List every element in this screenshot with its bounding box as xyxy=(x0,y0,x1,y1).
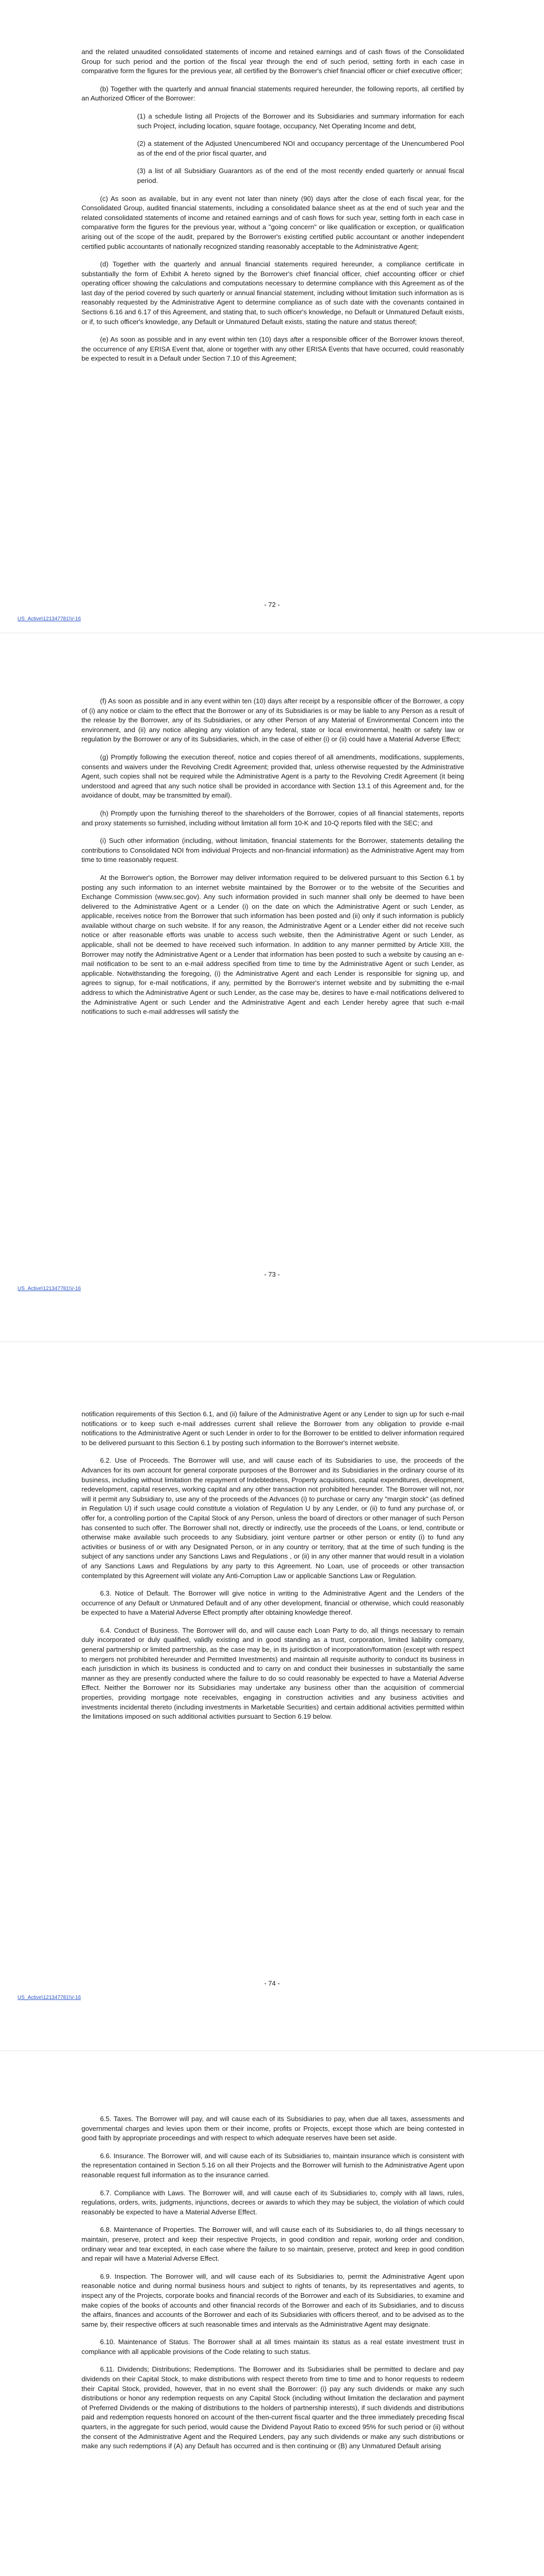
paragraph: 6.11. Dividends; Distributions; Redemptions. The Borrower and its Subsidiaries shall be permitted to declare and pay dividends on their Capital Stock, to make distributions with respect thereto from time to time and to honor requests to redeem their Capital Stock, provided, however, that in no event shall the Borrower: (i) pay any such dividends or make any such distributions or honor any redemption requests on any Capital Stock (including without limitation the declaration and payment of Preferred Dividends or the making of distributions to the holders of partnership interests), if such dividends and distributions paid and redemption requests honored on account of the then-current fiscal quarter and the three immediately preceding fiscal quarters, in the aggregate for such period, would cause the Dividend Payout Ratio to exceed 95% for such period or (ii) without the consent of the Administrative Agent and the Required Lenders, pay any such dividends or make any such distributions or make any such redemptions if (A) any Default has occurred and is then continuing or (B) any Unmatured Default arising xyxy=(81,2365,464,2450)
page-72-body xyxy=(81,47,464,372)
page-number: - 73 - xyxy=(264,1270,280,1278)
paragraph: At the Borrower's option, the Borrower may deliver information required to be delivered pursuant to this Section 6.1 by posting any such information to an internet website maintained by the Borrower or to the website of the Securities and Exchange Commission (www.sec.gov). Any such information provided in such manner shall only be deemed to have been delivered to the Administrative Agent or a Lender (i) on the date on which the Administrative Agent or such Lender, as applicable, receives notice from the Borrower that such information has been posted and (ii) only if such information is publicly available without charge on such website. If for any reason, the Administrative Agent or a Lender either did not receive such notice or after reasonable efforts was unable to access such website, then the Administrative Agent or such Lender, as applicable, shall not be deemed to have received such information. In addition to any manner permitted by Article XIII, the Borrower may notify the Administrative Agent or a Lender that information has been posted to such a website by causing an e-mail notification to be sent to an e-mail address specified from time to time by the Administrative Agent or such Lender, as applicable. Notwithstanding the foregoing, (i) the Administrative Agent and each Lender is responsible for signing up, and agrees to signup, for e-mail notifications, if any, permitted by the Borrower's internet website and by submitting the e-mail address to which the Administrative Agent or such Lender, as the case may be, desires to have e-mail notifications delivered to the Administrative Agent or such Lender and the Administrative Agent and each Lender hereby agree that such e-mail notifications to such e-mail addresses will satisfy the xyxy=(81,873,464,1016)
document-id-link[interactable]: US_Active\121347781\V-16 xyxy=(18,1286,81,1292)
page-73 xyxy=(0,633,544,1342)
paragraph: (b) Together with the quarterly and annual financial statements required hereunder, the following reports, all certified by an Authorized Officer of the Borrower: xyxy=(81,84,464,103)
document-id-link[interactable]: US_Active\121347781\V-16 xyxy=(18,1995,81,2001)
page-74-body xyxy=(81,1410,464,1730)
paragraph: 6.7. Compliance with Laws. The Borrower will, and will cause each of its Subsidiaries to, comply with all laws, rules, regulations, orders, writs, judgments, injunctions, decrees or awards to which they may be subject, the violation of which could reasonably be expected to have a Material Adverse Effect. xyxy=(81,2189,464,2216)
paragraph: 6.5. Taxes. The Borrower will pay, and will cause each of its Subsidiaries to pay, when due all taxes, assessments and governmental charges and levies upon them or their income, profits or Projects, except those which are being contested in good faith by appropriate proceedings and with respect to which adequate reserves have been set aside. xyxy=(81,2115,464,2142)
paragraph: 6.6. Insurance. The Borrower will, and will cause each of its Subsidiaries to, maintain insurance which is consistent with the representation contained in Section 5.16 on all their Projects and the Borrower will furnish to the Administrative Agent upon reasonable request full information as to the insurance carried. xyxy=(81,2151,464,2179)
paragraph: notification requirements of this Section 6.1, and (ii) failure of the Administrative Agent or any Lender to sign up for such e-mail notifications or to keep such e-mail addresses current shall relieve the Borrower from any obligation to provide e-mail notifications to the Administrative Agent or such Lender in order to for the Borrower to be entitled to deliver information required to be delivered pursuant to this Section 6.1 by posting such information to the Borrower's internet website. xyxy=(81,1410,464,1447)
paragraph: 6.9. Inspection. The Borrower will, and will cause each of its Subsidiaries to, permit the Administrative Agent upon reasonable notice and during normal business hours and subject to rights of tenants, by its representatives and agents, to inspect any of the Projects, corporate books and financial records of the Borrower and each of its Subsidiaries, to examine and make copies of the books of accounts and other financial records of the Borrower and each of its Subsidiaries, and to discuss the affairs, finances and accounts of the Borrower and each of its Subsidiaries with officers thereof, and to be advised as to the same by, their respective officers at such reasonable times and intervals as the Administrative Agent may designate. xyxy=(81,2272,464,2328)
page-72 xyxy=(0,0,544,633)
page-number: - 74 - xyxy=(264,1979,280,1987)
paragraph: (e) As soon as possible and in any event within ten (10) days after a responsible officer of the Borrower knows thereof, the occurrence of any ERISA Event that, alone or together with any other ERISA Events that have occurred, could reasonably be expected to result in a Default under Section 7.10 of this Agreement; xyxy=(81,335,464,363)
page-74 xyxy=(0,1342,544,2050)
paragraph: (3) a list of all Subsidiary Guarantors as of the end of the most recently ended quarterly or annual fiscal period. xyxy=(137,167,464,184)
paragraph: (2) a statement of the Adjusted Unencumbered NOI and occupancy percentage of the Unencumbered Pool as of the end of the prior fiscal quarter, and xyxy=(137,140,464,157)
page-75-body xyxy=(81,2114,464,2460)
paragraph: (g) Promptly following the execution thereof, notice and copies thereof of all amendments, modifications, supplements, consents and waivers under the Revolving Credit Agreement; provided that, unless otherwise requested by the Administrative Agent, such copies shall not be required while the Administrative Agent is a party to the Revolving Credit Agreement (it being understood and agreed that any such notice shall be provided in accordance with Section 13.1 of this Agreement and, for the avoidance of doubt, may be transmitted by email). xyxy=(81,753,464,800)
paragraph: 6.8. Maintenance of Properties. The Borrower will, and will cause each of its Subsidiaries to, do all things necessary to maintain, preserve, protect and keep their respective Projects, in good condition and repair, working order and condition, ordinary wear and tear excepted, in each case where the failure to so maintain, preserve, protect and keep in good condition and repair will have a Material Adverse Effect. xyxy=(81,2226,464,2263)
page-73-body xyxy=(81,697,464,1025)
paragraph: 6.3. Notice of Default. The Borrower will give notice in writing to the Administrative Agent and the Lenders of the occurrence of any Default or Unmatured Default and of any other development, financial or otherwise, which could reasonably be expected to have a Material Adverse Effect promptly after obtaining knowledge thereof. xyxy=(81,1589,464,1617)
page-number: - 72 - xyxy=(264,601,280,608)
paragraph: (d) Together with the quarterly and annual financial statements required hereunder, a compliance certificate in substantially the form of Exhibit A hereto signed by the Borrower's chief financial officer, chief accounting officer or chief operating officer showing the calculations and computations necessary to determine compliance with this Agreement as of the last day of the period covered by such quarterly or annual financial statement, including without limitation such information as is reasonably requested by the Administrative Agent to determine compliance as of such date with the covenants contained in Sections 6.16 and 6.17 of this Agreement, and stating that, to such officer's knowledge, no Default or Unmatured Default exists, or if, to such officer's knowledge, any Default or Unmatured Default exists, stating the nature and status thereof; xyxy=(81,260,464,326)
paragraph: 6.10. Maintenance of Status. The Borrower shall at all times maintain its status as a real estate investment trust in compliance with all applicable provisions of the Code relating to such status. xyxy=(81,2338,464,2355)
paragraph: and the related unaudited consolidated statements of income and retained earnings and of cash flows of the Consolidated Group for such period and the portion of the fiscal year through the end of such period, setting forth in each case in comparative form the figures for the previous year, all certified by the Borrower's chief financial officer or chief executive officer; xyxy=(81,48,464,75)
paragraph: (1) a schedule listing all Projects of the Borrower and its Subsidiaries and summary information for each such Project, including location, square footage, occupancy, Net Operating Income and debt, xyxy=(137,112,464,130)
paragraph: (f) As soon as possible and in any event within ten (10) days after receipt by a responsible officer of the Borrower, a copy of (i) any notice or claim to the effect that the Borrower or any of its Subsidiaries is or may be liable to any Person as a result of the release by the Borrower, any of its Subsidiaries, or any other Person of any Material of Environmental Concern into the environment, and (ii) any notice alleging any violation of any federal, state or local environmental, health or safety law or regulation by the Borrower or any of its Subsidiaries, which, in the case of either (i) or (ii) could have a Material Adverse Effect; xyxy=(81,697,464,743)
paragraph: (c) As soon as available, but in any event not later than ninety (90) days after the close of each fiscal year, for the Consolidated Group, audited financial statements, including a consolidated balance sheet as at the end of such year and the related consolidated statements of income and retained earnings and of cash flows for such year, setting forth in each case in comparative form the figures for the previous year, without a "going concern" or like qualification or exception, or qualification arising out of the scope of the audit, prepared by the Borrower's existing certified public accountant or another independent certified public accountants of nationally recognized standing reasonably acceptable to the Administrative Agent; xyxy=(81,194,464,250)
paragraph: (i) Such other information (including, without limitation, financial statements for the Borrower, statements detailing the contributions to Consolidated NOI from individual Projects and non-financial information) as the Administrative Agent may from time to time reasonably request. xyxy=(81,837,464,864)
paragraph: 6.4. Conduct of Business. The Borrower will do, and will cause each Loan Party to do, all things necessary to remain duly incorporated or duly qualified, validly existing and in good standing as a trust, corporation, limited liability company, general partnership or limited partnership, as the case may be, in its jurisdiction of incorporation/formation (except with respect to mergers not prohibited hereunder and Permitted Investments) and maintain all requisite authority to conduct its business in each jurisdiction in which its business is conducted and to carry on and conduct their businesses in substantially the same manner as they are presently conducted where the failure to do so could reasonably be expected to have a Material Adverse Effect. Neither the Borrower nor its Subsidiaries may undertake any business other than the acquisition of commercial properties, providing mortgage note receivables, engaging in construction activities and any business activities and investments incidental thereto (including investments in Marketable Securities) and certain additional activities permitted within the limitations imposed on such additional activities pursuant to Section 6.19 below. xyxy=(81,1626,464,1721)
paragraph: (h) Promptly upon the furnishing thereof to the shareholders of the Borrower, copies of all financial statements, reports and proxy statements so furnished, including without limitation all form 10-K and 10-Q reports filed with the SEC; and xyxy=(81,809,464,827)
page-75 xyxy=(0,2050,544,2576)
paragraph: 6.2. Use of Proceeds. The Borrower will use, and will cause each of its Subsidiaries to use, the proceeds of the Advances for its own account for general corporate purposes of the Borrower and its Subsidiaries in the ordinary course of its business, including without limitation the repayment of Indebtedness, Property acquisitions, capital expenditures, development, redevelopment, capital reserves, working capital and any other transaction not prohibited hereunder. The Borrower will not, nor will it permit any Subsidiary to, use any of the proceeds of the Advances (i) to purchase or carry any "margin stock" (as defined in Regulation U) if such usage could constitute a violation of Regulation U by any Lender, or (ii) to fund any purchase of, or offer for, a controlling portion of the Capital Stock of any Person, unless the board of directors or other manager of such Person has consented to such offer. The Borrower shall not, directly or indirectly, use the proceeds of the Loans, or lend, contribute or otherwise make available such proceeds to any Subsidiary, joint venture partner or other person or entity (i) to fund any activities or business of or with any Designated Person, or in any country or territory, that at the time of such funding is the subject of any sanctions under any Sanctions Laws and Regulations , or (ii) in any other manner that would result in a violation of any Sanctions Laws and Regulations by any party to this Agreement. No Loan, use of proceeds or other transaction contemplated by this Agreement will violate any Anti-Corruption Law or applicable Sanctions Law or Regulation. xyxy=(81,1456,464,1580)
document-id-link[interactable]: US_Active\121347781\V-16 xyxy=(18,616,81,622)
